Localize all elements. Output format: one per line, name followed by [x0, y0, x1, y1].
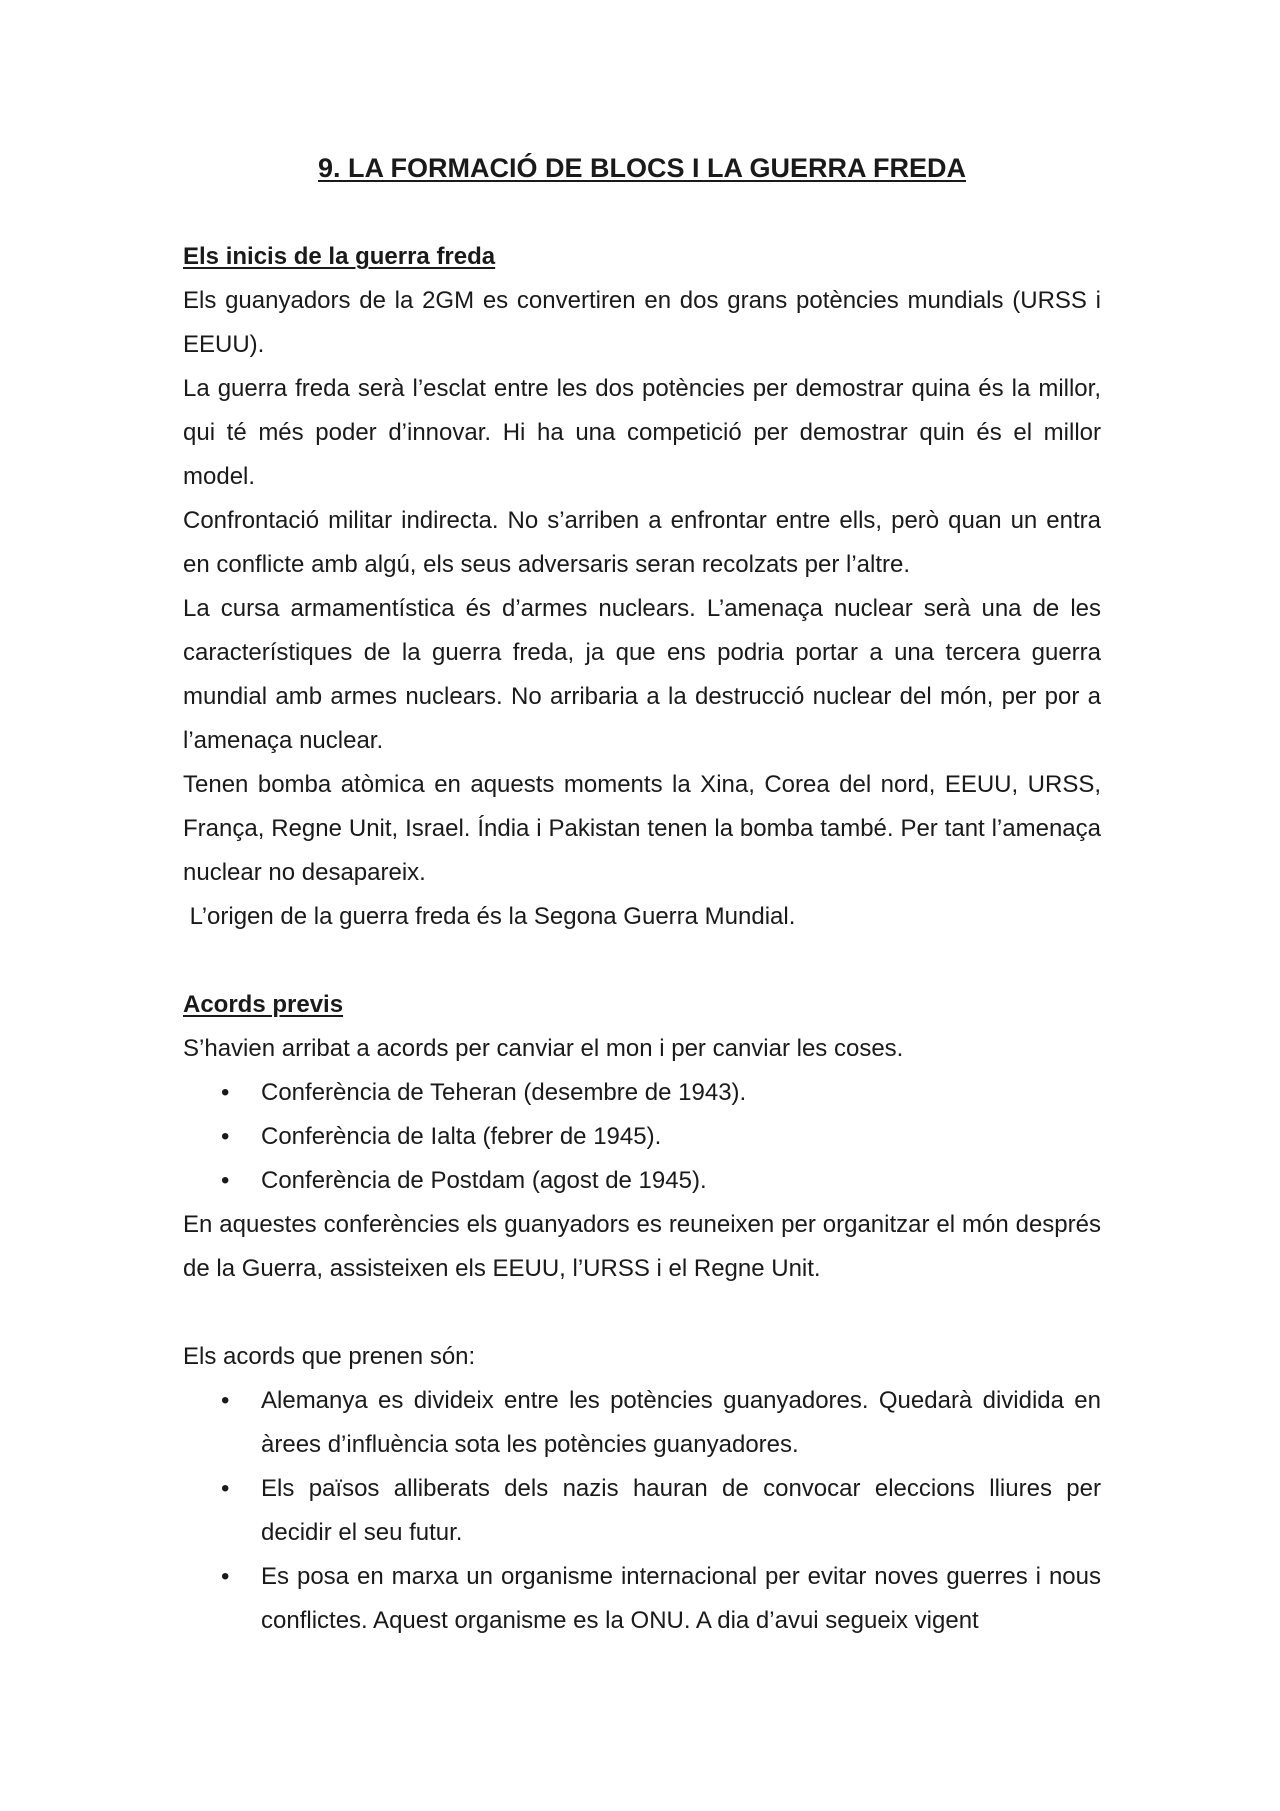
list-item: [183, 1071, 1101, 1115]
paragraph-acords-intro: S’havien arribat a acords per canviar el mon i per canviar les coses.: [183, 1035, 904, 1062]
list-item-text: Es posa en marxa un organisme internacional per evitar noves guerres i nous conflictes. Aquest organisme es la ONU. A dia d’avui segueix vigent: [261, 1563, 1101, 1634]
document-content: [183, 148, 1101, 1643]
section-heading-acords-text: Acords previs: [183, 991, 344, 1018]
paragraph-guanyadors: Els guanyadors de la 2GM es convertiren en dos grans potències mundials (URSS i EEUU).: [183, 287, 1101, 358]
paragraph-confrontacio: Confrontació militar indirecta. No s’arriben a enfrontar entre ells, però quan un entra en conflicte amb algú, els seus adversaris seran recolzats per l’altre.: [183, 507, 1101, 578]
list-item: [183, 1159, 1101, 1203]
bullet: •: [221, 1079, 230, 1106]
paragraph-origen: L’origen de la guerra freda és la Segona Guerra Mundial.: [183, 903, 796, 930]
list-item-text: Els països alliberats dels nazis hauran de convocar eleccions lliures per decidir el seu futur.: [261, 1475, 1101, 1546]
list-item-text: Conferència de Postdam (agost de 1945).: [261, 1167, 707, 1194]
list-item: [183, 1379, 1101, 1467]
list-item: [183, 1555, 1101, 1643]
list-item-text: Conferència de Teheran (desembre de 1943).: [261, 1079, 747, 1106]
section-heading-acords: [183, 983, 1101, 1027]
list-item-text: Conferència de Ialta (febrer de 1945).: [261, 1123, 662, 1150]
paragraph-esclat: La guerra freda serà l’esclat entre les dos potències per demostrar quina és la millor, qui té més poder d’innovar. Hi ha una competició per demostrar quin és el millor model.: [183, 375, 1101, 490]
list-item: [183, 1467, 1101, 1555]
bullet: •: [221, 1475, 230, 1502]
section-heading-inicis: [183, 235, 1101, 279]
list-item: [183, 1115, 1101, 1159]
section-heading-inicis-text: Els inicis de la guerra freda: [183, 243, 496, 270]
agreements-list: [183, 1379, 1101, 1643]
bullet: •: [221, 1563, 230, 1590]
document-title: [183, 148, 1101, 188]
bullet: •: [221, 1387, 230, 1414]
paragraph-cursa-armamentistica: La cursa armamentística és d’armes nuclears. L’amenaça nuclear serà una de les característiques de la guerra freda, ja que ens podria portar a una tercera guerra mundial amb armes nuclears. No arribaria a la destrucció nuclear del món, per por a l’amenaça nuclear.: [183, 595, 1101, 754]
document-title-text: 9. LA FORMACIÓ DE BLOCS I LA GUERRA FREDA: [318, 153, 966, 183]
paragraph-acords-prenen: Els acords que prenen són:: [183, 1343, 476, 1370]
section-spacer: [183, 939, 1101, 983]
conference-list: [183, 1071, 1101, 1203]
bullet: •: [221, 1123, 230, 1150]
bullet: •: [221, 1167, 230, 1194]
section-spacer: [183, 1291, 1101, 1335]
paragraph-bomba-atomica: Tenen bomba atòmica en aquests moments la Xina, Corea del nord, EEUU, URSS, França, Regne Unit, Israel. Índia i Pakistan tenen la bomba també. Per tant l’amenaça nuclear no desapareix.: [183, 771, 1101, 886]
list-item-text: Alemanya es divideix entre les potències guanyadores. Quedarà dividida en àrees d’influència sota les potències guanyadores.: [261, 1387, 1101, 1458]
paragraph-conferencies: En aquestes conferències els guanyadors es reuneixen per organitzar el món després de la Guerra, assisteixen els EEUU, l’URSS i el Regne Unit.: [183, 1211, 1101, 1282]
